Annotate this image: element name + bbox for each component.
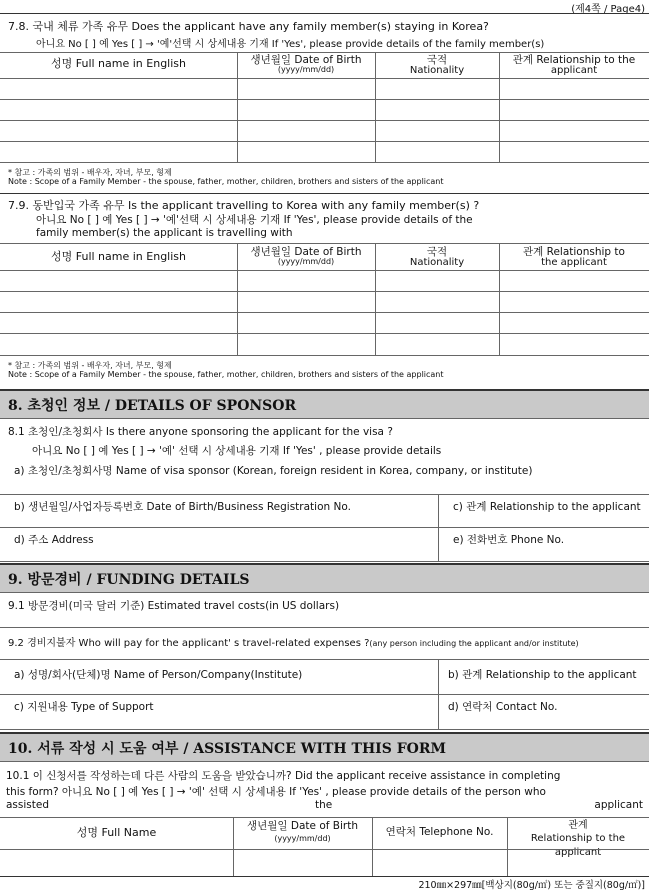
answer-7-8[interactable]: 아니요 No [ ] 예 Yes [ ] → '예'선택 시 상세내용 기재 If 'Yes', please provide details of the family member(s) — [36, 39, 545, 50]
family-note-7-8: * 참고 : 가족의 범위 - 배우자, 자녀, 부모, 형제 Note : Scope of a Family Member - the spouse, father, mother, children, brothers and sisters of the applicant — [8, 168, 444, 186]
question-7-9: 7.9. 동반입국 가족 유무 Is the applicant travelling to Korea with any family member(s) ? — [8, 199, 480, 212]
question-10-1-answer[interactable]: this form? 아니요 No [ ] 예 Yes [ ] → '예' 선택 시 상세내용 If 'Yes' , please provide details of the person who — [6, 786, 546, 798]
header-telephone: 연락처 Telephone No. — [385, 826, 494, 838]
header-dob: 생년월일 Date of Birth (yyyy/mm/dd) — [250, 246, 362, 266]
header-nationality: 국적 Nationality — [409, 54, 465, 76]
header-full-name: 성명 Full name in English — [51, 57, 186, 70]
header-relationship: 관계 Relationship to the applicant — [530, 820, 626, 858]
answer-7-9-cont: family member(s) the applicant is travelling with — [36, 227, 293, 239]
section-8-title: 8. 초청인 정보 / DETAILS OF SPONSOR — [0, 389, 649, 419]
question-10-1-cont: assisted — [6, 799, 50, 811]
sponsor-phone-label: e) 전화번호 Phone No. — [453, 534, 565, 546]
answer-7-9[interactable]: 아니요 No [ ] 예 Yes [ ] → '예'선택 시 상세내용 기재 If 'Yes', please provide details of the — [36, 214, 473, 226]
header-relationship: 관계 Relationship to the applicant — [523, 246, 625, 268]
payer-relationship-label: b) 관계 Relationship to the applicant — [448, 669, 637, 681]
payer-contact-label: d) 연락처 Contact No. — [448, 701, 558, 713]
header-full-name: 성명 Full name in English — [51, 250, 186, 263]
question-10-1: 10.1 이 신청서를 작성하는데 다른 사람의 도움을 받았습니까? Did the applicant receive assistance in completing — [6, 770, 561, 782]
support-type-label: c) 지원내용 Type of Support — [14, 701, 154, 713]
sponsor-name-label: a) 초청인/초청회사명 Name of visa sponsor (Korean, foreign resident in Korea, company, or institute) — [14, 465, 533, 477]
question-9-1: 9.1 방문경비(미국 달러 기준) Estimated travel costs(in US dollars) — [8, 600, 340, 612]
sponsor-dob-label: b) 생년월일/사업자등록번호 Date of Birth/Business Registration No. — [14, 501, 351, 513]
header-full-name: 성명 Full Name — [76, 826, 157, 839]
question-10-1-cont-mid: the — [315, 799, 333, 811]
section-10-title: 10. 서류 작성 시 도움 여부 / ASSISTANCE WITH THIS FORM — [0, 732, 649, 762]
section-9-title: 9. 방문경비 / FUNDING DETAILS — [0, 563, 649, 593]
page-number: (제4쪽 / Page4) — [571, 4, 645, 15]
paper-spec-footer: 210㎜×297㎜[백상지(80g/㎡) 또는 중질지(80g/㎡)] — [418, 880, 645, 891]
payer-name-label: a) 성명/회사(단체)명 Name of Person/Company(Institute) — [14, 669, 303, 681]
sponsor-relationship-label: c) 관계 Relationship to the applicant — [453, 501, 641, 513]
header-dob: 생년월일 Date of Birth (yyyy/mm/dd) — [246, 820, 358, 843]
question-9-2: 9.2 경비지불자 Who will pay for the applicant' s travel-related expenses ?(any person including the applicant and/or institute) — [8, 638, 579, 649]
header-nationality: 국적 Nationality — [409, 246, 465, 268]
question-7-8: 7.8. 국내 체류 가족 유무 Does the applicant have any family member(s) staying in Korea? — [8, 20, 489, 33]
answer-8-1[interactable]: 아니요 No [ ] 예 Yes [ ] → '예' 선택 시 상세내용 기재 If 'Yes' , please provide details — [32, 445, 442, 457]
header-dob: 생년월일 Date of Birth (yyyy/mm/dd) — [250, 54, 362, 74]
header-relationship: 관계 Relationship to the applicant — [512, 54, 636, 76]
question-8-1: 8.1 초청인/초청회사 Is there anyone sponsoring the applicant for the visa ? — [8, 426, 393, 438]
family-note-7-9: * 참고 : 가족의 범위 - 배우자, 자녀, 부모, 형제 Note : Scope of a Family Member - the spouse, father, mother, children, brothers and sisters of the applicant — [8, 361, 444, 379]
sponsor-address-label: d) 주소 Address — [14, 534, 94, 546]
question-10-1-cont-right: applicant — [594, 799, 643, 811]
